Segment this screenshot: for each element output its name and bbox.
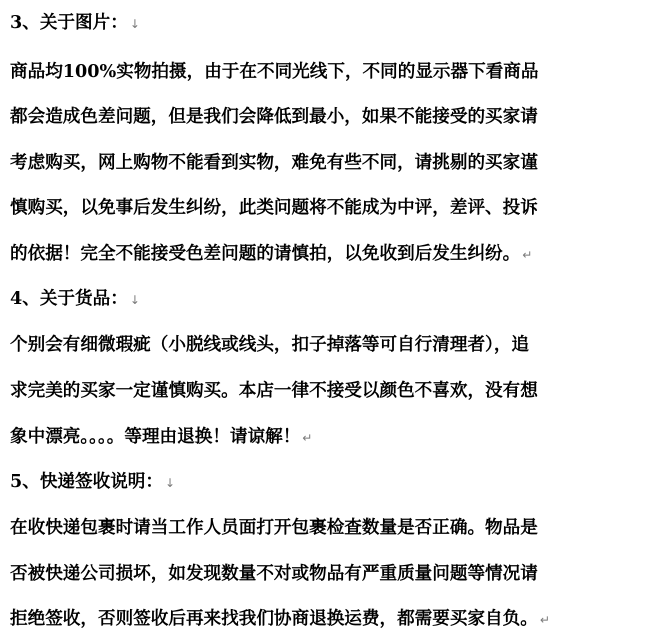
paragraph-mark-icon: ↵ (522, 248, 533, 262)
paragraph-mark-icon: ↵ (539, 613, 550, 627)
heading-text: 3、关于图片： (10, 12, 128, 33)
section-5-line-2: 否被快递公司损坏，如发现数量不对或物品有严重质量问题等情况请 (10, 563, 538, 584)
paragraph-mark-icon: ↵ (302, 431, 313, 445)
section-4-heading (10, 288, 140, 311)
section-4-line-3 (10, 426, 312, 449)
section-3-line-5 (10, 243, 532, 266)
heading-text: 5、快递签收说明： (10, 471, 163, 492)
heading-mark-icon: ↓ (129, 293, 140, 307)
paragraph-text: 的依据！完全不能接受色差问题的请慎拍，以免收到后发生纠纷。 (10, 243, 521, 264)
section-5-line-1: 在收快递包裹时请当工作人员面打开包裹检查数量是否正确。物品是 (10, 517, 538, 538)
section-3-line-2: 都会造成色差问题，但是我们会降低到最小，如果不能接受的买家请 (10, 106, 538, 127)
section-5-line-3 (10, 608, 550, 631)
section-4-line-2: 求完美的买家一定谨慎购买。本店一律不接受以颜色不喜欢，没有想 (10, 380, 538, 401)
heading-mark-icon: ↓ (165, 476, 176, 490)
section-5-heading (10, 471, 175, 494)
paragraph-text: 象中漂亮。。。。等理由退换！请谅解！ (10, 426, 301, 447)
section-4-line-1: 个别会有细微瑕疵（小脱线或线头，扣子掉落等可自行清理者），追 (10, 334, 530, 355)
section-3-line-4: 慎购买，以免事后发生纠纷，此类问题将不能成为中评，差评、投诉 (10, 197, 538, 218)
section-3-heading (10, 12, 140, 35)
paragraph-text: 拒绝签收，否则签收后再来找我们协商退换运费，都需要买家自负。 (10, 608, 538, 629)
heading-mark-icon: ↓ (129, 17, 140, 31)
section-3-line-3: 考虑购买，网上购物不能看到实物，难免有些不同，请挑剔的买家谨 (10, 152, 538, 173)
heading-text: 4、关于货品： (10, 288, 128, 309)
section-3-line-1: 商品均100%实物拍摄，由于在不同光线下，不同的显示器下看商品 (10, 61, 539, 82)
